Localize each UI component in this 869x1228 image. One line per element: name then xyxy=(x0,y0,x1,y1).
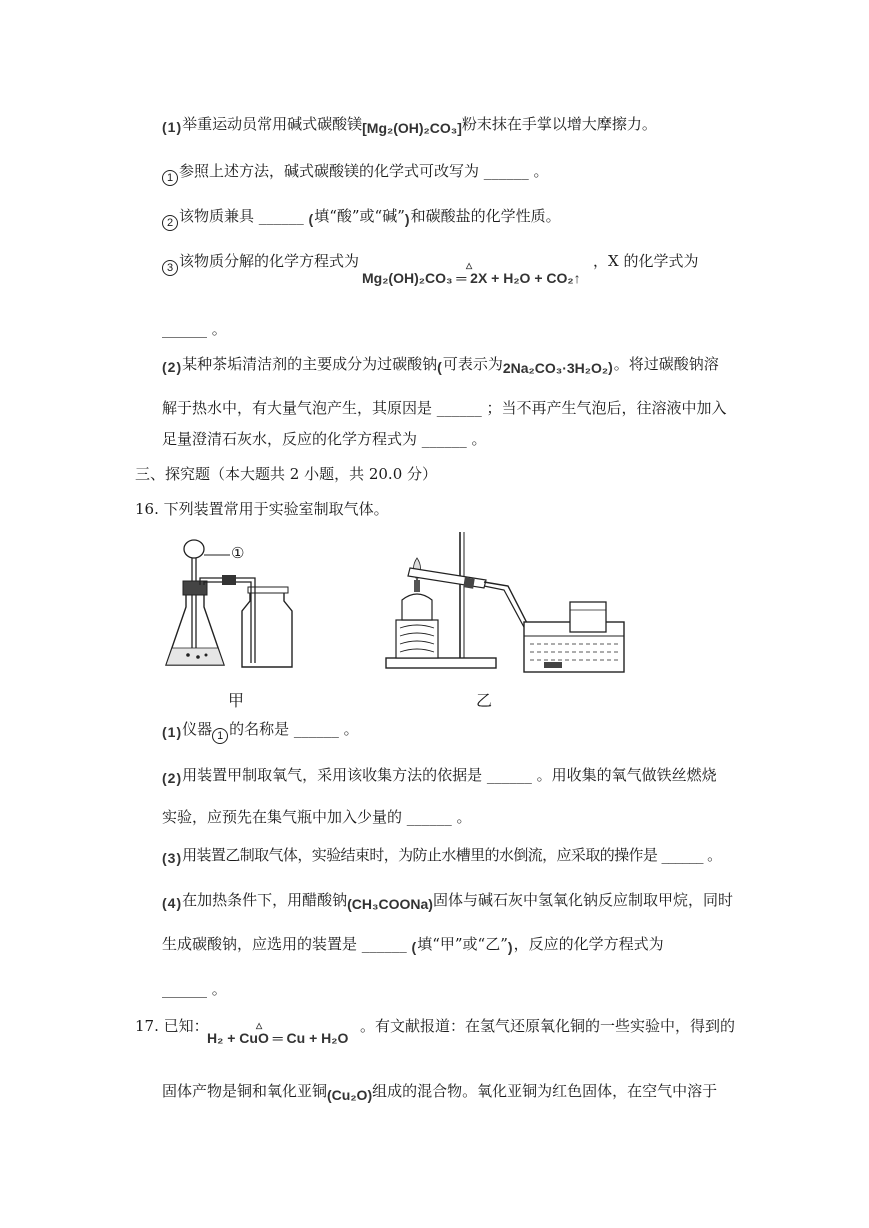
text: 该物质分解的化学方程式为 xyxy=(179,252,360,270)
text: 仪器 xyxy=(182,720,213,738)
text: ，X 的化学式为 xyxy=(593,252,699,270)
q15-part2 xyxy=(162,353,719,379)
text: ______ 。 xyxy=(162,320,227,338)
circled-number: 1 xyxy=(162,170,178,186)
q15-sub1 xyxy=(162,160,549,186)
paren: ) xyxy=(507,939,514,955)
heat-symbol: △ xyxy=(466,261,473,270)
reduction-equation xyxy=(207,1021,349,1046)
text: 在加热条件下，用醋酸钠 xyxy=(182,891,348,909)
text: 固体产物是铜和氧化亚铜 xyxy=(162,1082,328,1100)
part-number: (1) xyxy=(162,119,183,135)
decomposition-equation xyxy=(362,261,581,286)
equation: Mg₂(OH)₂CO₃ ═ 2X + H₂O + CO₂↑ xyxy=(362,270,581,286)
text: 。将过碳酸钠溶 xyxy=(613,355,719,373)
text: 填“甲”或“乙” xyxy=(417,935,508,953)
formula: [Mg₂(OH)₂CO₃] xyxy=(362,120,462,136)
q15-sub3-answer xyxy=(162,318,227,340)
caption-jia: 甲 xyxy=(228,691,245,710)
q16-part3 xyxy=(162,844,721,869)
text: 该物质兼具 ______ xyxy=(179,207,309,225)
section-heading: 三、探究题（本大题共 2 小题，共 20.0 分） xyxy=(135,465,438,483)
paren: ) xyxy=(608,359,614,375)
part-number: (2) xyxy=(162,359,183,375)
equation: H₂ + CuO ═ Cu + H₂O xyxy=(207,1030,349,1046)
text: 用装置乙制取气体，实验结束时，为防止水槽里的水倒流，应采取的操作是 ______ 。 xyxy=(182,846,722,864)
text: ，反应的化学方程式为 xyxy=(513,935,664,953)
part-number: (1) xyxy=(162,724,183,740)
q16-part1 xyxy=(162,718,359,744)
formula: 2Na₂CO₃·3H₂O₂ xyxy=(502,360,609,376)
paren: ( xyxy=(308,211,315,227)
text: 生成碳酸钠，应选用的装置是 ______ xyxy=(162,935,412,953)
paren: ( xyxy=(411,939,418,955)
formula: (Cu₂O) xyxy=(327,1087,373,1103)
apparatus-yi-diagram xyxy=(380,528,630,678)
q15-sub2 xyxy=(162,205,561,231)
q16-stem: 16. 下列装置常用于实验室制取气体。 xyxy=(135,500,389,518)
formula: (CH₃COONa) xyxy=(347,896,433,912)
q15-sub3-tail xyxy=(593,250,698,272)
q16-part4-line2 xyxy=(162,933,664,958)
q15-part1 xyxy=(162,113,657,139)
text: 的名称是 ______ 。 xyxy=(229,720,359,738)
text: 粉末抹在手掌以增大摩擦力。 xyxy=(461,115,657,133)
circled-number: 1 xyxy=(212,728,228,744)
caption-yi: 乙 xyxy=(476,691,493,710)
text: 填“酸”或“碱” xyxy=(314,207,405,225)
q16-part4-line3: ______ 。 xyxy=(162,980,227,998)
q17-stem-tail: 。有文献报道：在氢气还原氧化铜的一些实验中，得到的 xyxy=(360,1017,736,1035)
label-circled-1: ① xyxy=(231,544,245,562)
paren: ) xyxy=(404,211,411,227)
q15-part2-line2: 解于热水中，有大量气泡产生，其原因是 ______ ；当不再产生气泡后，往溶液中加入 xyxy=(162,399,727,417)
circled-number: 3 xyxy=(162,260,178,276)
text: 可表示为 xyxy=(442,355,503,373)
text: 固体与碱石灰中氢氧化钠反应制取甲烷，同时 xyxy=(432,891,733,909)
text: 举重运动员常用碱式碳酸镁 xyxy=(182,115,363,133)
part-number: (4) xyxy=(162,895,183,911)
text: 组成的混合物。氧化亚铜为红色固体，在空气中溶于 xyxy=(372,1082,718,1100)
circled-number: 2 xyxy=(162,215,178,231)
q15-sub3 xyxy=(162,250,359,276)
text: 和碳酸盐的化学性质。 xyxy=(410,207,561,225)
part-number: (2) xyxy=(162,770,183,786)
q15-part2-line3: 足量澄清石灰水，反应的化学方程式为 ______ 。 xyxy=(162,430,487,448)
q17-stem: 17. 已知： xyxy=(135,1017,209,1035)
part-number: (3) xyxy=(162,850,183,866)
q16-part2 xyxy=(162,764,717,789)
q16-part4 xyxy=(162,889,733,915)
text: 某种茶垢清洁剂的主要成分为过碳酸钠 xyxy=(182,355,438,373)
paren: ( xyxy=(437,359,443,375)
heat-symbol: △ xyxy=(256,1021,263,1030)
text: 参照上述方法，碱式碳酸镁的化学式可改写为 ______ 。 xyxy=(179,162,549,180)
text: 用装置甲制取氧气，采用该收集方法的依据是 ______ 。用收集的氧气做铁丝燃烧 xyxy=(182,766,717,784)
q16-part2-line2: 实验，应预先在集气瓶中加入少量的 ______ 。 xyxy=(162,808,472,826)
q17-line2 xyxy=(162,1080,717,1106)
